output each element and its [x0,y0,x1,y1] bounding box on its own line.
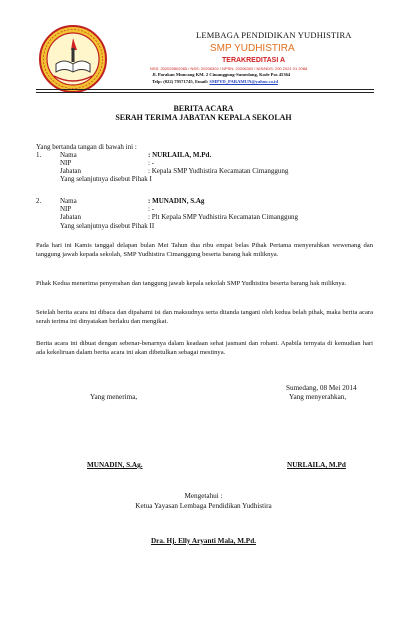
intro-text: Yang bertanda tangan di bawah ini : [36,143,137,151]
school-contact [152,79,278,84]
acknowledger-name-text: Dra. Hj. Elly Aryanti Mala, M.Pd. [150,537,256,545]
party2-position-label: Jabatan [60,213,81,221]
party1-nip-value: : - [148,159,155,167]
document-title: BERITA ACARA [173,104,234,113]
acknowledger-name [0,537,407,546]
accreditation-label: TERAKREDITASI A [222,57,285,64]
giver-label: Yang menyerahkan, [289,393,347,401]
party1-number: 1. [36,151,42,159]
school-name: SMP YUDHISTIRA [210,43,295,54]
school-address: Jl. Parakan Muncang KM. 2 Cimanggung-Sumedang, Kode Pos 45364 [152,72,291,77]
paragraph-handover: Pada hari ini Kamis tanggal delapan bulan Mei Tahun dua ribu empat belas Pihak Pertama menyerahkan wewenang dan tanggung jawab kepada sekolah, SMP Yudhistira Cimanggung beserta barang hak miliknya. [36,242,373,259]
party2-note: Yang selanjutnya disebut Pihak II [60,222,155,230]
party2-name-value: : MUNADIN, S.Ag [148,197,205,205]
party1-nip-label: NIP [60,159,72,167]
phone-text: Telp: (022) 79571745, Email: [152,79,210,84]
party1-note: Yang selanjutnya disebut Pihak I [60,175,152,183]
school-registration-numbers: NSS: 202020802065 / NSS: 20206302 / NPSN: 20206302 / NIS/NDS: 200 2021 01 2088 [150,66,308,71]
acknowledged-label: Mengetahui : [184,492,223,500]
party1-position-label: Jabatan [60,167,81,175]
letterhead-rule-thin [36,92,374,93]
giver-name: NURLAILA, M.Pd [287,461,346,469]
party2-name-label: Nama [60,197,77,205]
party2-nip-label: NIP [60,205,72,213]
email-link[interactable]: SMPYD_PARAMUN@yahoo.co.id [209,79,278,84]
party2-position-value: : Plt Kepala SMP Yudhistira Kecamatan Cimanggung [148,213,298,221]
paragraph-declaration: Berita acara ini dibuat dengan sebenar-benarnya dalam keadaan sehat jasmani dan rohani. Apabila ternyata di kemudian hari ada kekeliruan dalam berita acara ini akan dibetulkan sebagai mestinya. [36,340,373,357]
party1-name-label: Nama [60,151,77,159]
foundation-name: LEMBAGA PENDIDIKAN YUDHISTIRA [196,30,352,40]
party2-number: 2. [36,197,42,205]
document-subtitle: SERAH TERIMA JABATAN KEPALA SEKOLAH [115,113,292,122]
party2-nip-value: : - [148,205,155,213]
party1-position-value: : Kepala SMP Yudhistira Kecamatan Cimanggung [148,167,289,175]
letterhead-rule-thick [36,89,374,90]
party1-name-value: : NURLAILA, M.Pd. [148,151,212,159]
school-logo [38,24,108,94]
receiver-label: Yang menerima, [90,393,138,401]
receiver-name: MUNADIN, S.Ag. [87,461,143,469]
paragraph-validity: Setelah berita acara ini dibaca dan dipahami isi dan maksudnya serta ditanda tangani oleh kedua belah pihak, maka berita acara serah terima ini dinyatakan berlaku dan mengikat. [36,309,373,326]
paragraph-acceptance: Pihak Kedua menerima penyerahan dan tanggung jawab kepala sekolah SMP Yudhistira beserta barang hak miliknya. [36,280,347,287]
place-date: Sumedang, 08 Mei 2014 [286,384,357,392]
acknowledger-title: Ketua Yayasan Lembaga Pendidikan Yudhistira [135,502,272,510]
